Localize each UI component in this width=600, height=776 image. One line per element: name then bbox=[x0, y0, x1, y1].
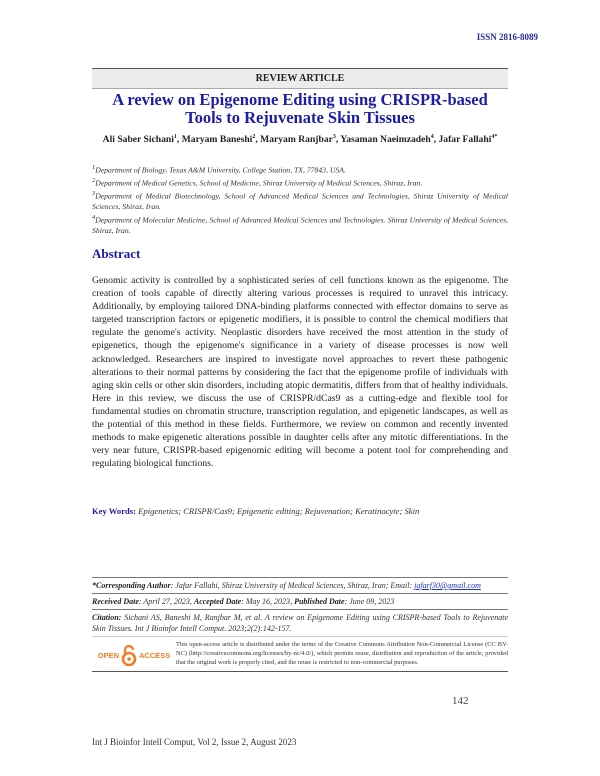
author: Yasaman Naeimzadeh$^4$ bbox=[340, 134, 434, 146]
article-type-banner: REVIEW ARTICLE bbox=[92, 68, 508, 89]
affiliation: $^3$Department of Medical Biotechnology, School of Advanced Medical Sciences and Technologies, Shiraz University of Medical Sciences, Shiraz, Iran. bbox=[92, 190, 508, 212]
abstract-text: Genomic activity is controlled by a sophisticated series of cell functions known as the epigenome. The creation of tools capable of directly altering various processes is required to unravel this intricacy. Additionally, by employing tailored DNA-binding platforms connected with effector domains to serve as targeted transcription factors or epigenetic modifiers, it is possible to control the chemical modifiers that regulate the genome's activity. Neoplastic disorders have received the most attention in the study of epigenetics, though the epigenome's significance in a variety of disease processes is now well acknowledged. Researchers are inspired to investigate novel approaches to revert these pathogenic alterations to their normal patterns by considering the fact that the epigenome profile of individuals with aging skin cells or other skin disorders, including atopic dermatitis, differs from that of healthy individuals. Here in this review, we discuss the use of CRISPR/dCas9 as a cutting-edge and flexible tool for fundamental studies on chromatin structure, transcription regulation, and epigenetic landscapes, as well as the potential of this method in these fields. Furthermore, we review on common and recently invented methods to make epigenetic alterations possible in daughter cells after any mitotic differentiations. In the very near future, CRISPR-based epigenomic editing will become a potent tool for comprehending and regulating biological functions. bbox=[92, 275, 508, 470]
affiliation: $^4$Department of Molecular Medicine, School of Advanced Medical Sciences and Technologies. Shiraz University of Medical Sciences, Shiraz, Iran. bbox=[92, 213, 508, 235]
affiliations bbox=[92, 163, 508, 236]
journal-footer: Int J Bioinfor Intell Comput, Vol 2, Issue 2, August 2023 bbox=[92, 737, 297, 747]
keywords: Key Words: Epigenetics; CRISPR/Cas9; Epigenetic editing; Rejuvenation; Keratinocyte; Skin bbox=[92, 506, 420, 516]
article-info-box bbox=[92, 577, 508, 672]
author: Maryam Baneshi$^2$ bbox=[181, 134, 256, 146]
email-link[interactable]: jafarf30@gmail.com bbox=[414, 581, 481, 590]
dates: Received Date: April 27, 2023, Accepted Date: May 16, 2023, Published Date: June 09, 2023 bbox=[92, 593, 508, 609]
open-lock-icon bbox=[121, 644, 137, 666]
open-access-logo: OPEN ACCESS bbox=[92, 640, 176, 666]
open-access-notice bbox=[92, 636, 508, 672]
citation: Citation: Sichani AS, Baneshi M, Ranjbar M, et al. A review on Epigenome Editing using CRISPR-based Tools to Rejuvenate Skin Tissues. Int J Bioinfor Intell Comput. 2023;2(2):142-157. bbox=[92, 609, 508, 636]
author: Jafar Fallahi$^{4*}$ bbox=[438, 134, 498, 146]
author: Maryam Ranjbar$^3$ bbox=[260, 134, 336, 146]
issn: ISSN 2816-8089 bbox=[476, 32, 538, 42]
paper-title: A review on Epigenome Editing using CRISPR-based Tools to Rejuvenate Skin Tissues bbox=[112, 90, 488, 127]
author: Ali Saber Sichani$^1$ bbox=[102, 134, 177, 146]
page-number: 142 bbox=[452, 695, 469, 707]
abstract-heading: Abstract bbox=[92, 246, 141, 261]
affiliation: $^2$Department of Medical Genetics, School of Medicine, Shiraz University of Medical Sciences, Shiraz, Iran. bbox=[92, 177, 423, 188]
affiliation: $^1$Department of Biology, Texas A&M University, College Station, TX, 77843, USA. bbox=[92, 164, 346, 175]
corresponding-author: *Corresponding Author: Jafar Fallahi, Shiraz University of Medical Sciences, Shiraz, Iran; Email: jafarf30@gmail.com bbox=[92, 577, 508, 593]
license-text: This open-access article is distributed under the terms of the Creative Commons Attribution Non-Commercial License (CC BY-NC) (http://creativecommons.org/licenses/by-nc/4.0/), which permits reuse, distribution and reproduction of the article, provided that the original work is properly cited, and the reuse is restricted to non-commercial purposes. bbox=[176, 641, 508, 666]
author-list: Ali Saber Sichani$^1$, Maryam Baneshi$^2$, Maryam Ranjbar$^3$, Yasaman Naeimzadeh$^4$, Jafar Fallahi$^{4*}$ bbox=[102, 134, 498, 146]
